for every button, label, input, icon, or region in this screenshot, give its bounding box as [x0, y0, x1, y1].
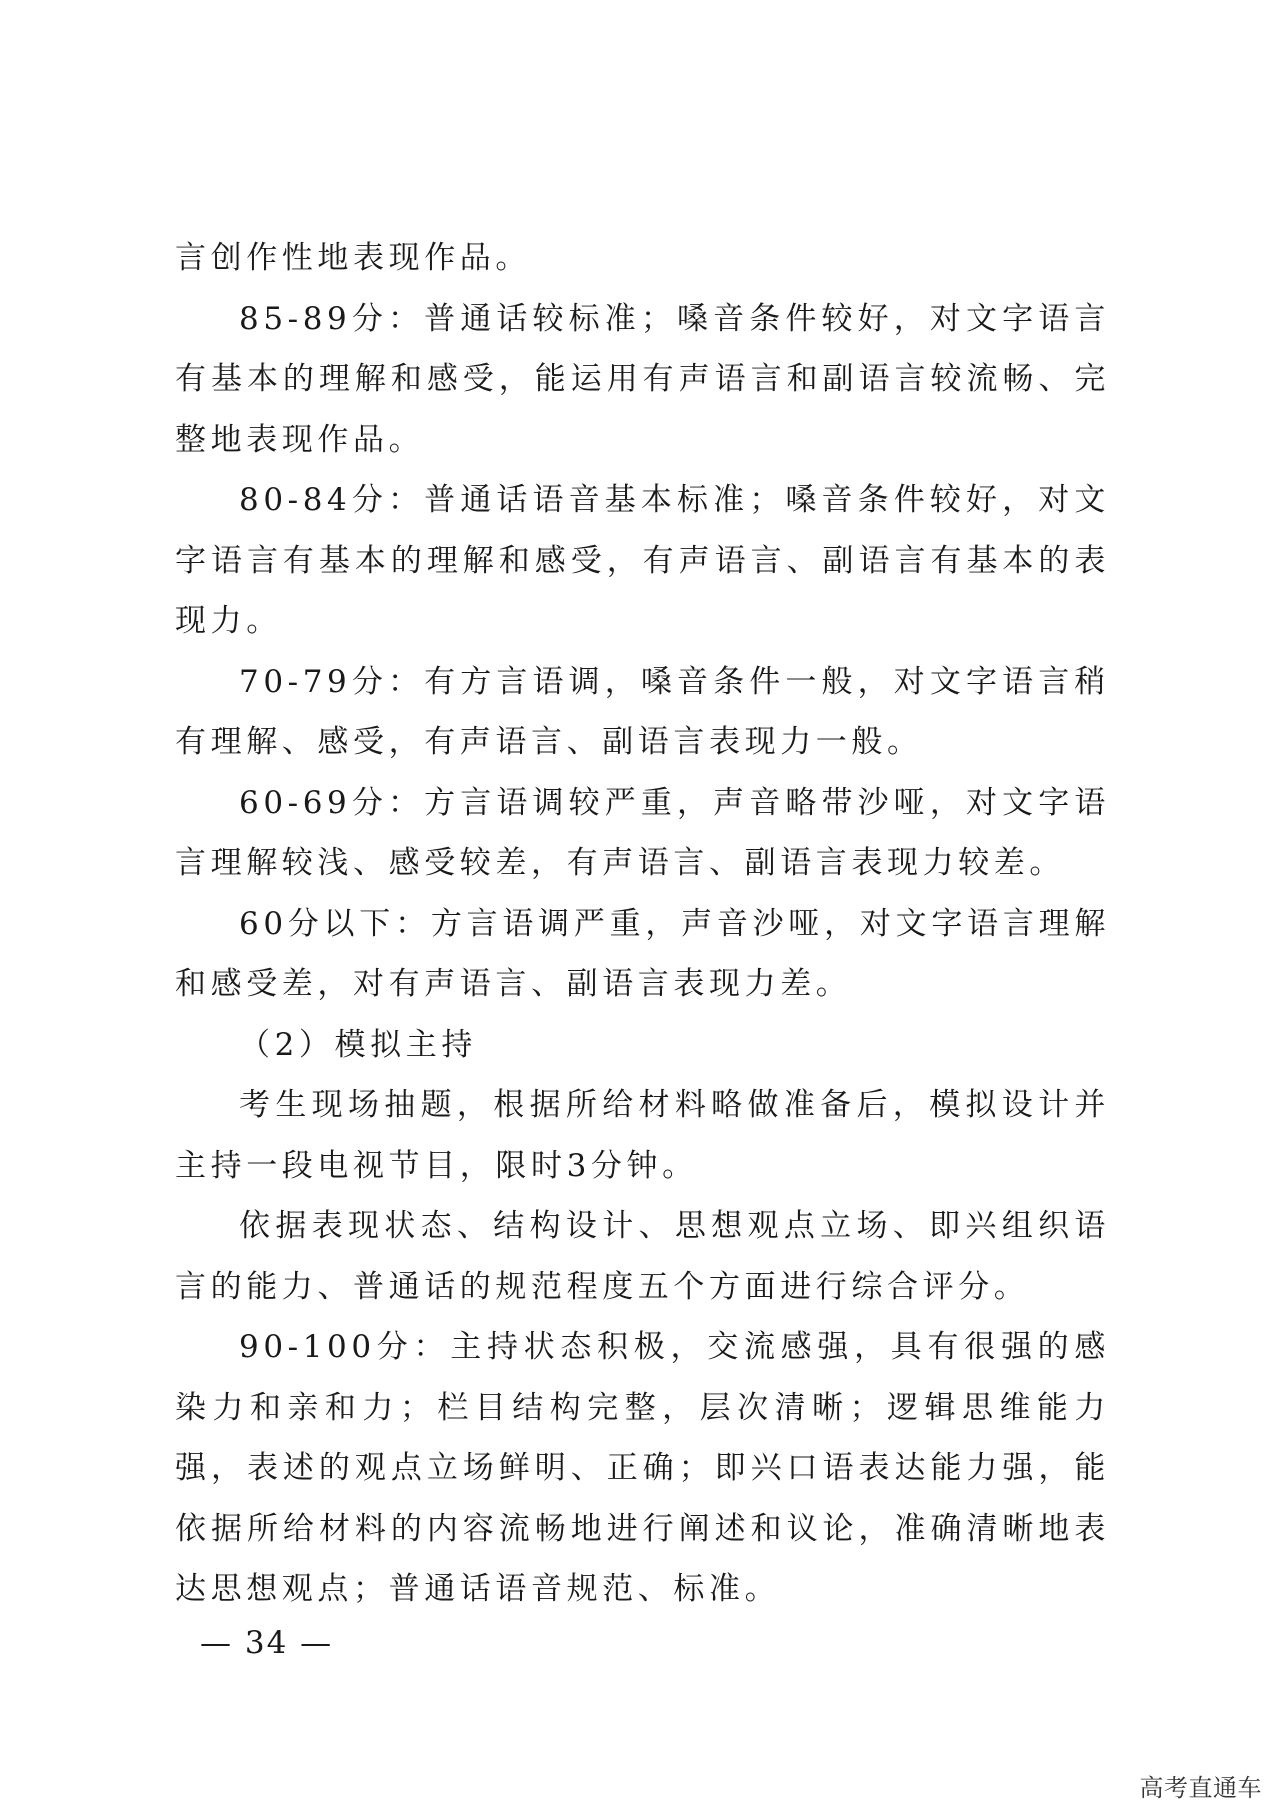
- paragraph-score-70-79: 70-79分：有方言语调，嗓音条件一般，对文字语言稍有理解、感受，有声语言、副语言表现力一般。: [175, 663, 1110, 760]
- section-heading-mock-hosting: （2）模拟主持: [239, 1026, 477, 1063]
- watermark-text: 高考直通车: [1139, 1774, 1262, 1802]
- paragraph-score-80-84: 80-84分：普通话语音基本标准；嗓音条件较好，对文字语言有基本的理解和感受，有声语言、副语言有基本的表现力。: [175, 482, 1110, 639]
- paragraph-score-60-69: 60-69分：方言语调较严重，声音略带沙哑，对文字语言理解较浅、感受较差，有声语言、副语言表现力较差。: [175, 784, 1110, 881]
- paragraph-score-below-60: 60分以下：方言语调严重，声音沙哑，对文字语言理解和感受差，对有声语言、副语言表现力差。: [175, 905, 1110, 1002]
- page-number: — 34 —: [200, 1625, 334, 1661]
- paragraph-score-90-100: 90-100分：主持状态积极，交流感强，具有很强的感染力和亲和力；栏目结构完整，层次清晰；逻辑思维能力强，表述的观点立场鲜明、正确；即兴口语表达能力强，能依据所给材料的内容流畅地进行阐述和议论，准确清晰地表达思想观点；普通话语音规范、标准。: [175, 1329, 1110, 1607]
- paragraph-continuation: 言创作性地表现作品。: [175, 240, 531, 276]
- document-body: [175, 228, 1110, 1620]
- paragraph-mock-hosting-task: 考生现场抽题，根据所给材料略做准备后，模拟设计并主持一段电视节目，限时3分钟。: [175, 1087, 1110, 1184]
- paragraph-scoring-criteria: 依据表现状态、结构设计、思想观点立场、即兴组织语言的能力、普通话的规范程度五个方面进行综合评分。: [175, 1208, 1110, 1305]
- paragraph-score-85-89: 85-89分：普通话较标准；嗓音条件较好，对文字语言有基本的理解和感受，能运用有声语言和副语言较流畅、完整地表现作品。: [175, 300, 1110, 458]
